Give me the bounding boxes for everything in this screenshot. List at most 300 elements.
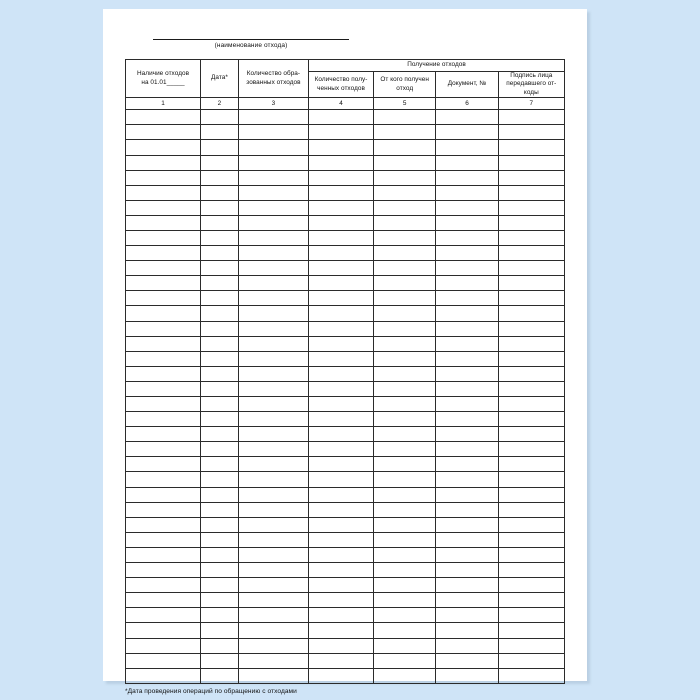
table-cell-empty xyxy=(374,291,436,306)
table-row xyxy=(126,215,565,230)
table-cell-empty xyxy=(201,140,239,155)
table-cell-empty xyxy=(201,306,239,321)
table-cell-empty xyxy=(238,593,308,608)
table-row xyxy=(126,623,565,638)
table-cell-empty xyxy=(374,547,436,562)
table-cell-empty xyxy=(238,351,308,366)
table-cell-empty xyxy=(309,487,374,502)
table-cell-empty xyxy=(309,125,374,140)
table-cell-empty xyxy=(374,427,436,442)
table-cell-empty xyxy=(126,638,201,653)
table-cell-empty xyxy=(436,291,498,306)
table-cell-empty xyxy=(309,638,374,653)
table-cell-empty xyxy=(374,502,436,517)
table-row xyxy=(126,472,565,487)
table-cell-empty xyxy=(238,230,308,245)
table-row xyxy=(126,397,565,412)
table-cell-empty xyxy=(498,125,564,140)
table-cell-empty xyxy=(374,336,436,351)
table-cell-empty xyxy=(498,185,564,200)
table-row xyxy=(126,246,565,261)
table-cell-empty xyxy=(498,578,564,593)
table-cell-empty xyxy=(238,140,308,155)
table-column-number-row xyxy=(126,98,565,110)
table-cell-empty xyxy=(201,321,239,336)
table-cell-empty xyxy=(498,140,564,155)
table-row xyxy=(126,170,565,185)
table-cell-empty xyxy=(309,230,374,245)
table-cell-empty xyxy=(309,366,374,381)
table-cell-empty xyxy=(374,623,436,638)
table-cell-empty xyxy=(374,653,436,668)
table-cell-empty xyxy=(374,261,436,276)
table-cell-empty xyxy=(238,261,308,276)
table-cell-empty xyxy=(498,427,564,442)
table-cell-empty xyxy=(436,427,498,442)
table-cell-empty xyxy=(498,276,564,291)
table-cell-empty xyxy=(126,276,201,291)
table-cell-empty xyxy=(498,563,564,578)
table-cell-empty xyxy=(436,321,498,336)
table-row xyxy=(126,593,565,608)
table-cell-empty xyxy=(436,140,498,155)
table-cell-empty xyxy=(436,472,498,487)
column-number: 1 xyxy=(126,98,201,110)
table-cell-empty xyxy=(201,412,239,427)
table-cell-empty xyxy=(309,200,374,215)
table-row xyxy=(126,276,565,291)
table-cell-empty xyxy=(238,517,308,532)
table-cell-empty xyxy=(436,532,498,547)
table-cell-empty xyxy=(238,547,308,562)
table-cell-empty xyxy=(309,502,374,517)
table-cell-empty xyxy=(436,412,498,427)
table-cell-empty xyxy=(374,230,436,245)
table-cell-empty xyxy=(238,276,308,291)
table-cell-empty xyxy=(201,442,239,457)
table-cell-empty xyxy=(126,246,201,261)
table-cell-empty xyxy=(374,366,436,381)
table-cell-empty xyxy=(436,442,498,457)
table-cell-empty xyxy=(374,321,436,336)
table-cell-empty xyxy=(436,517,498,532)
table-cell-empty xyxy=(126,291,201,306)
table-row xyxy=(126,336,565,351)
table-row xyxy=(126,532,565,547)
table-cell-empty xyxy=(498,608,564,623)
table-cell-empty xyxy=(309,336,374,351)
table-cell-empty xyxy=(309,427,374,442)
table-cell-empty xyxy=(498,321,564,336)
document-page xyxy=(103,9,587,695)
table-cell-empty xyxy=(126,623,201,638)
table-cell-empty xyxy=(126,351,201,366)
table-cell-empty xyxy=(436,215,498,230)
column-number: 5 xyxy=(374,98,436,110)
table-cell-empty xyxy=(374,185,436,200)
column-header-transferor-signature: Подпись лица передавшего от- коды xyxy=(498,72,564,98)
table-row xyxy=(126,261,565,276)
table-group-header-row xyxy=(126,60,565,72)
table-cell-empty xyxy=(126,427,201,442)
table-row xyxy=(126,110,565,125)
table-cell-empty xyxy=(201,381,239,396)
table-cell-empty xyxy=(374,608,436,623)
table-row xyxy=(126,291,565,306)
column-header-received-from: От кого получен отход xyxy=(374,72,436,98)
table-cell-empty xyxy=(309,170,374,185)
column-number: 7 xyxy=(498,98,564,110)
table-cell-empty xyxy=(238,155,308,170)
table-cell-empty xyxy=(201,517,239,532)
table-row xyxy=(126,638,565,653)
table-cell-empty xyxy=(436,170,498,185)
table-cell-empty xyxy=(498,170,564,185)
table-cell-empty xyxy=(374,246,436,261)
table-cell-empty xyxy=(126,608,201,623)
column-header-document-number: Документ, № xyxy=(436,72,498,98)
table-cell-empty xyxy=(201,608,239,623)
table-cell-empty xyxy=(238,215,308,230)
table-cell-empty xyxy=(238,110,308,125)
table-cell-empty xyxy=(201,638,239,653)
table-cell-empty xyxy=(374,578,436,593)
table-cell-empty xyxy=(374,200,436,215)
column-header-existing-waste: Наличие отходов на 01.01_____ xyxy=(126,60,201,98)
table-cell-empty xyxy=(436,261,498,276)
table-cell-empty xyxy=(436,502,498,517)
table-cell-empty xyxy=(238,381,308,396)
table-cell-empty xyxy=(238,412,308,427)
waste-name-caption: (наименование отхода) xyxy=(214,42,288,49)
table-cell-empty xyxy=(126,170,201,185)
table-cell-empty xyxy=(498,547,564,562)
table-cell-empty xyxy=(238,442,308,457)
table-cell-empty xyxy=(238,125,308,140)
table-cell-empty xyxy=(498,215,564,230)
table-cell-empty xyxy=(309,563,374,578)
table-cell-empty xyxy=(309,593,374,608)
table-cell-empty xyxy=(374,397,436,412)
table-cell-empty xyxy=(374,155,436,170)
table-cell-empty xyxy=(309,442,374,457)
table-cell-empty xyxy=(374,125,436,140)
table-cell-empty xyxy=(201,593,239,608)
table-cell-empty xyxy=(201,215,239,230)
table-cell-empty xyxy=(201,155,239,170)
table-cell-empty xyxy=(201,110,239,125)
table-cell-empty xyxy=(436,230,498,245)
table-cell-empty xyxy=(498,306,564,321)
table-cell-empty xyxy=(374,517,436,532)
table-cell-empty xyxy=(201,472,239,487)
table-cell-empty xyxy=(126,336,201,351)
table-cell-empty xyxy=(374,351,436,366)
table-cell-empty xyxy=(201,457,239,472)
table-cell-empty xyxy=(374,412,436,427)
table-cell-empty xyxy=(498,517,564,532)
table-cell-empty xyxy=(126,110,201,125)
table-cell-empty xyxy=(201,578,239,593)
table-cell-empty xyxy=(126,457,201,472)
table-cell-empty xyxy=(498,381,564,396)
table-cell-empty xyxy=(126,547,201,562)
table-cell-empty xyxy=(436,397,498,412)
table-row xyxy=(126,140,565,155)
table-row xyxy=(126,366,565,381)
table-cell-empty xyxy=(309,578,374,593)
column-number: 2 xyxy=(201,98,239,110)
table-cell-empty xyxy=(201,185,239,200)
table-cell-empty xyxy=(498,487,564,502)
table-row xyxy=(126,563,565,578)
table-row xyxy=(126,653,565,668)
table-body xyxy=(126,110,565,684)
table-cell-empty xyxy=(309,246,374,261)
table-cell-empty xyxy=(126,517,201,532)
table-cell-empty xyxy=(309,517,374,532)
table-cell-empty xyxy=(436,276,498,291)
table-row xyxy=(126,155,565,170)
table-row xyxy=(126,442,565,457)
table-cell-empty xyxy=(436,336,498,351)
table-cell-empty xyxy=(498,336,564,351)
table-cell-empty xyxy=(498,457,564,472)
table-cell-empty xyxy=(436,638,498,653)
table-row xyxy=(126,321,565,336)
table-cell-empty xyxy=(374,593,436,608)
table-cell-empty xyxy=(309,215,374,230)
table-cell-empty xyxy=(238,532,308,547)
table-cell-empty xyxy=(498,593,564,608)
table-cell-empty xyxy=(498,668,564,683)
table-cell-empty xyxy=(436,306,498,321)
table-row xyxy=(126,381,565,396)
table-cell-empty xyxy=(498,397,564,412)
table-cell-empty xyxy=(374,442,436,457)
table-cell-empty xyxy=(201,261,239,276)
table-cell-empty xyxy=(238,200,308,215)
table-cell-empty xyxy=(126,261,201,276)
table-cell-empty xyxy=(238,653,308,668)
column-number: 4 xyxy=(309,98,374,110)
table-cell-empty xyxy=(126,412,201,427)
table-cell-empty xyxy=(309,110,374,125)
table-cell-empty xyxy=(436,110,498,125)
table-cell-empty xyxy=(126,397,201,412)
table-cell-empty xyxy=(201,230,239,245)
table-cell-empty xyxy=(498,291,564,306)
table-cell-empty xyxy=(238,457,308,472)
table-cell-empty xyxy=(498,351,564,366)
table-cell-empty xyxy=(201,397,239,412)
table-cell-empty xyxy=(238,397,308,412)
table-cell-empty xyxy=(126,185,201,200)
table-cell-empty xyxy=(201,351,239,366)
table-cell-empty xyxy=(126,140,201,155)
table-cell-empty xyxy=(309,276,374,291)
table-cell-empty xyxy=(374,638,436,653)
table-footnote: *Дата проведения операций по обращению с отходами xyxy=(125,687,297,695)
table-cell-empty xyxy=(498,623,564,638)
table-cell-empty xyxy=(238,185,308,200)
table-cell-empty xyxy=(309,381,374,396)
table-cell-empty xyxy=(126,472,201,487)
table-cell-empty xyxy=(238,321,308,336)
table-row xyxy=(126,668,565,683)
table-cell-empty xyxy=(309,608,374,623)
table-cell-empty xyxy=(238,472,308,487)
table-cell-empty xyxy=(374,532,436,547)
table-cell-empty xyxy=(374,487,436,502)
table-cell-empty xyxy=(126,366,201,381)
table-cell-empty xyxy=(374,563,436,578)
column-header-date: Дата* xyxy=(201,60,239,98)
table-cell-empty xyxy=(436,593,498,608)
table-row xyxy=(126,517,565,532)
table-cell-empty xyxy=(201,487,239,502)
table-cell-empty xyxy=(309,185,374,200)
table-cell-empty xyxy=(498,472,564,487)
table-cell-empty xyxy=(498,442,564,457)
table-row xyxy=(126,487,565,502)
table-cell-empty xyxy=(436,668,498,683)
table-cell-empty xyxy=(498,366,564,381)
table-cell-empty xyxy=(309,261,374,276)
table-row xyxy=(126,412,565,427)
table-cell-empty xyxy=(374,472,436,487)
table-cell-empty xyxy=(201,547,239,562)
table-cell-empty xyxy=(201,427,239,442)
table-cell-empty xyxy=(436,653,498,668)
table-cell-empty xyxy=(238,623,308,638)
table-cell-empty xyxy=(436,125,498,140)
table-row xyxy=(126,427,565,442)
column-number: 6 xyxy=(436,98,498,110)
table-cell-empty xyxy=(498,246,564,261)
table-cell-empty xyxy=(126,230,201,245)
table-cell-empty xyxy=(498,155,564,170)
table-cell-empty xyxy=(309,140,374,155)
table-cell-empty xyxy=(309,397,374,412)
table-cell-empty xyxy=(126,563,201,578)
table-cell-empty xyxy=(201,276,239,291)
table-cell-empty xyxy=(374,140,436,155)
column-header-received-amount: Количество полу- ченных отходов xyxy=(309,72,374,98)
table-cell-empty xyxy=(436,351,498,366)
table-cell-empty xyxy=(126,125,201,140)
table-cell-empty xyxy=(498,653,564,668)
table-cell-empty xyxy=(238,366,308,381)
table-cell-empty xyxy=(374,381,436,396)
table-cell-empty xyxy=(436,487,498,502)
table-cell-empty xyxy=(498,412,564,427)
table-cell-empty xyxy=(201,366,239,381)
table-cell-empty xyxy=(436,246,498,261)
table-cell-empty xyxy=(436,623,498,638)
table-row xyxy=(126,502,565,517)
table-cell-empty xyxy=(238,170,308,185)
table-row xyxy=(126,351,565,366)
table-cell-empty xyxy=(126,578,201,593)
table-cell-empty xyxy=(309,351,374,366)
table-cell-empty xyxy=(374,668,436,683)
table-cell-empty xyxy=(436,155,498,170)
table-cell-empty xyxy=(374,170,436,185)
table-row xyxy=(126,306,565,321)
table-cell-empty xyxy=(201,291,239,306)
table-row xyxy=(126,185,565,200)
table-cell-empty xyxy=(374,306,436,321)
table-cell-empty xyxy=(498,110,564,125)
table-cell-empty xyxy=(498,200,564,215)
table-cell-empty xyxy=(309,155,374,170)
table-cell-empty xyxy=(436,185,498,200)
table-cell-empty xyxy=(238,487,308,502)
table-cell-empty xyxy=(309,457,374,472)
table-cell-empty xyxy=(436,547,498,562)
table-cell-empty xyxy=(309,653,374,668)
table-cell-empty xyxy=(238,578,308,593)
table-cell-empty xyxy=(238,608,308,623)
table-cell-empty xyxy=(309,472,374,487)
table-cell-empty xyxy=(126,442,201,457)
table-cell-empty xyxy=(126,215,201,230)
table-head xyxy=(126,60,565,110)
table-cell-empty xyxy=(436,608,498,623)
table-cell-empty xyxy=(201,125,239,140)
table-cell-empty xyxy=(374,457,436,472)
table-cell-empty xyxy=(201,653,239,668)
table-cell-empty xyxy=(374,215,436,230)
table-cell-empty xyxy=(201,502,239,517)
table-cell-empty xyxy=(309,291,374,306)
table-cell-empty xyxy=(436,200,498,215)
table-cell-empty xyxy=(238,563,308,578)
table-cell-empty xyxy=(374,276,436,291)
table-cell-empty xyxy=(201,532,239,547)
table-cell-empty xyxy=(436,366,498,381)
table-cell-empty xyxy=(238,502,308,517)
table-cell-empty xyxy=(238,427,308,442)
table-cell-empty xyxy=(126,593,201,608)
table-cell-empty xyxy=(238,668,308,683)
table-cell-empty xyxy=(309,668,374,683)
table-cell-empty xyxy=(126,306,201,321)
table-cell-empty xyxy=(126,200,201,215)
table-cell-empty xyxy=(436,457,498,472)
table-row xyxy=(126,457,565,472)
table-cell-empty xyxy=(436,563,498,578)
table-cell-empty xyxy=(201,336,239,351)
table-cell-empty xyxy=(201,668,239,683)
table-cell-empty xyxy=(126,321,201,336)
table-cell-empty xyxy=(238,246,308,261)
table-cell-empty xyxy=(238,638,308,653)
table-cell-empty xyxy=(238,291,308,306)
table-cell-empty xyxy=(436,578,498,593)
table-cell-empty xyxy=(126,668,201,683)
table-cell-empty xyxy=(201,623,239,638)
table-cell-empty xyxy=(309,547,374,562)
table-cell-empty xyxy=(436,381,498,396)
table-cell-empty xyxy=(309,412,374,427)
table-cell-empty xyxy=(201,170,239,185)
table-row xyxy=(126,125,565,140)
waste-journal-table xyxy=(125,59,565,684)
table-row xyxy=(126,578,565,593)
table-row xyxy=(126,608,565,623)
